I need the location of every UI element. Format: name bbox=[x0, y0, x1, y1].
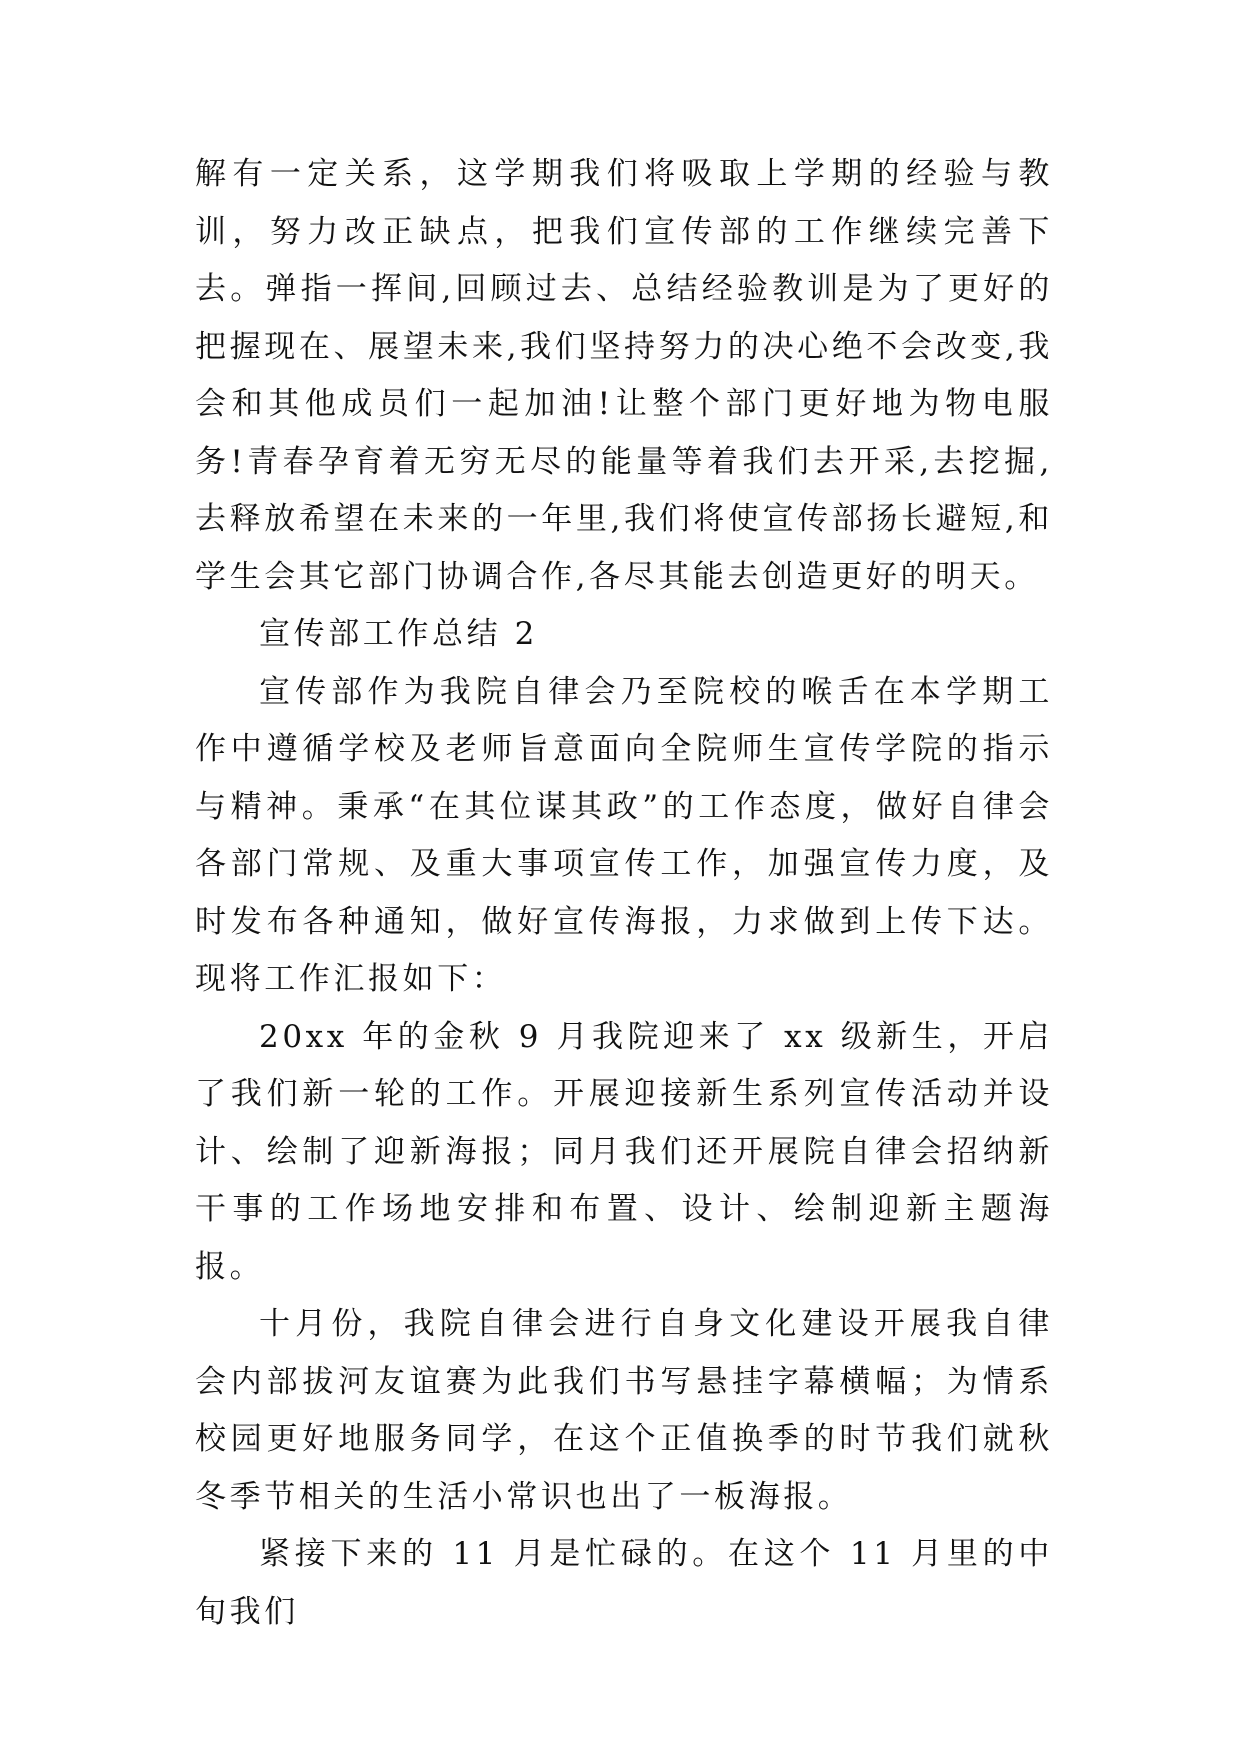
paragraph-september: 20xx 年的金秋 9 月我院迎来了 xx 级新生，开启了我们新一轮的工作。开展迎接新生系列宣传活动并设计、绘制了迎新海报；同月我们还开展院自律会招纳新干事的工作场地安排和布置、设计、绘制迎新主题海报。 bbox=[195, 1018, 1053, 1285]
paragraph-october: 十月份，我院自律会进行自身文化建设开展我自律会内部拔河友谊赛为此我们书写悬挂字幕横幅；为情系校园更好地服务同学，在这个正值换季的时节我们就秋冬季节相关的生活小常识也出了一板海报。 bbox=[195, 1306, 1053, 1515]
section-heading: 宣传部工作总结 2 bbox=[259, 616, 538, 652]
paragraph-november: 紧接下来的 11 月是忙碌的。在这个 11 月里的中旬我们 bbox=[195, 1536, 1053, 1630]
paragraph-intro: 宣传部作为我院自律会乃至院校的喉舌在本学期工作中遵循学校及老师旨意面向全院师生宣传学院的指示与精神。秉承“在其位谋其政”的工作态度，做好自律会各部门常规、及重大事项宣传工作，加强宣传力度，及时发布各种通知，做好宣传海报，力求做到上传下达。现将工作汇报如下： bbox=[195, 673, 1053, 997]
paragraph-continuation: 解有一定关系，这学期我们将吸取上学期的经验与教训，努力改正缺点，把我们宣传部的工作继续完善下去。弹指一挥间,回顾过去、总结经验教训是为了更好的把握现在、展望未来,我们坚持努力的决心绝不会改变,我会和其他成员们一起加油!让整个部门更好地为物电服务!青春孕育着无穷无尽的能量等着我们去开采,去挖掘,去释放希望在未来的一年里,我们将使宣传部扬长避短,和学生会其它部门协调合作,各尽其能去创造更好的明天。 bbox=[195, 156, 1053, 595]
document-page bbox=[195, 146, 1053, 1641]
